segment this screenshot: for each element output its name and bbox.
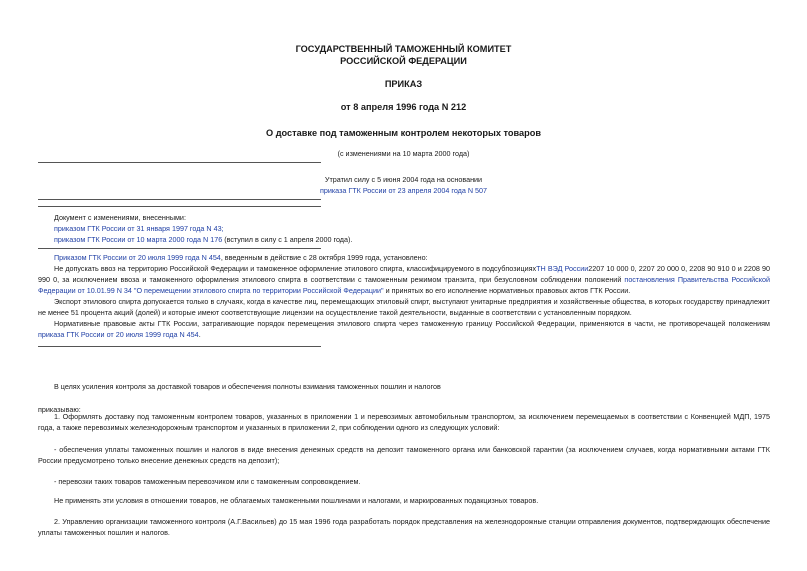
org-name-line2: РОССИЙСКОЙ ФЕДЕРАЦИИ: [340, 56, 467, 66]
note-p2-end: и принятых во его исполнение нормативных правовых актов ГТК России.: [383, 286, 631, 295]
note-p2-mid: 2207 10 000 0, 2207 20 000 0, 2208 90 910 0 и 2208 90 990 0, за исключением ввоза и таможенного оформления этилового спирта в соответствии с таможенным режимом транзита, при безусловном соблюдении положений: [38, 264, 770, 284]
divider: [38, 206, 321, 207]
doc-date: от 8 апреля 1996 года N 212: [340, 102, 467, 112]
item-1: 1. Оформлять доставку под таможенным контролем товаров, указанных в приложении 1 и перевозимых автомобильным транспортом, за исключением перемещаемых в соответствии с Конвенцией МДП, 1975 года, а также перевозимых железнодорожным транспортом и указанных в приложении 2, при соблюдении одного из следующих условий:: [38, 412, 770, 432]
doc-type: ПРИКАЗ: [384, 79, 423, 89]
note-link-order-454[interactable]: Приказом ГТК России от 20 июля 1999 года N 454: [54, 253, 221, 262]
note-link-resolution[interactable]: постановления Правительства Российской Федерации от 10.01.99 N 34 "О перемещении этилового спирта по территории Российской Федерации": [38, 275, 771, 295]
note-paragraph-2: [38, 263, 770, 296]
doc-title: О доставке под таможенным контролем некоторых товаров: [266, 128, 541, 138]
note-p2-start: Не допускать ввоз на территорию Российской Федерации и таможенное оформление этилового спирта, классифицируемого в подсубпозициях: [54, 264, 537, 273]
changes-heading: Документ с изменениями, внесенными:: [54, 213, 186, 222]
divider: [38, 162, 321, 163]
org-name-line1: ГОСУДАРСТВЕННЫЙ ТАМОЖЕННЫЙ КОМИТЕТ: [295, 44, 512, 54]
bullet-2: - перевозки таких товаров таможенным перевозчиком или с таможенным сопровождением.: [54, 477, 361, 486]
status-line: Утратил силу с 5 июня 2004 года на основании: [324, 175, 483, 184]
status-link[interactable]: приказа ГТК России от 23 апреля 2004 года N 507: [319, 186, 488, 195]
divider: [38, 248, 321, 249]
note-p4-start: Нормативные правовые акты ГТК России, затрагивающие порядок перемещения этилового спирта через таможенную границу Российской Федерации, применяются в части, не противоречащей положениям: [54, 319, 770, 328]
changes-link-1[interactable]: приказом ГТК России от 31 января 1997 года N 43;: [54, 224, 224, 233]
changes-link-2[interactable]: приказом ГТК России от 10 марта 2000 года N 176: [54, 235, 223, 244]
note-link-tnved[interactable]: ТН ВЭД России: [536, 264, 589, 273]
exclusion-paragraph: Не применять эти условия в отношении товаров, не облагаемых таможенными пошлинами и налогами, и маркированных подакцизных товаров.: [54, 496, 539, 505]
divider: [38, 346, 321, 347]
divider: [38, 199, 321, 200]
order-word: приказываю:: [38, 405, 81, 414]
note-paragraph-1: [38, 252, 770, 263]
note-p1-tail: , введенным в действие с 28 октября 1999 года, установлено:: [220, 253, 428, 262]
changes-line-2: [54, 234, 352, 245]
changes-link-2-tail: (вступил в силу с 1 апреля 2000 года).: [222, 235, 353, 244]
amended-note: (с изменениями на 10 марта 2000 года): [337, 149, 470, 158]
note-p4-end: .: [198, 330, 201, 339]
note-paragraph-3: Экспорт этилового спирта допускается только в случаях, когда в качестве лиц, перемещающих этиловый спирт, выступают унитарные предприятия и хозяйственные общества, в которых государству принадлежит не менее 51 процента акций (долей) и которые имеют соответствующие лицензии на осуществление такой деятельности, выданные в соответствии с установленным порядком.: [38, 297, 770, 317]
bullet-1: - обеспечения уплаты таможенных пошлин и налогов в виде внесения денежных средств на депозит таможенного органа или банковской гарантии (за исключением случаев, когда нормативными актами ГТК России предусмотрено только внесение денежных средств на депозит);: [38, 445, 770, 465]
intro-paragraph: В целях усиления контроля за доставкой товаров и обеспечения полноты взимания таможенных пошлин и налогов: [54, 382, 441, 391]
item-2: 2. Управлению организации таможенного контроля (А.Г.Васильев) до 15 мая 1996 года разработать порядок представления на железнодорожные станции отправления документов, подтверждающих обеспечение уплаты таможенных пошлин и налогов.: [38, 517, 770, 537]
note-link-order-454-b[interactable]: приказа ГТК России от 20 июля 1999 года N 454: [38, 330, 199, 339]
note-paragraph-4: [38, 318, 770, 340]
